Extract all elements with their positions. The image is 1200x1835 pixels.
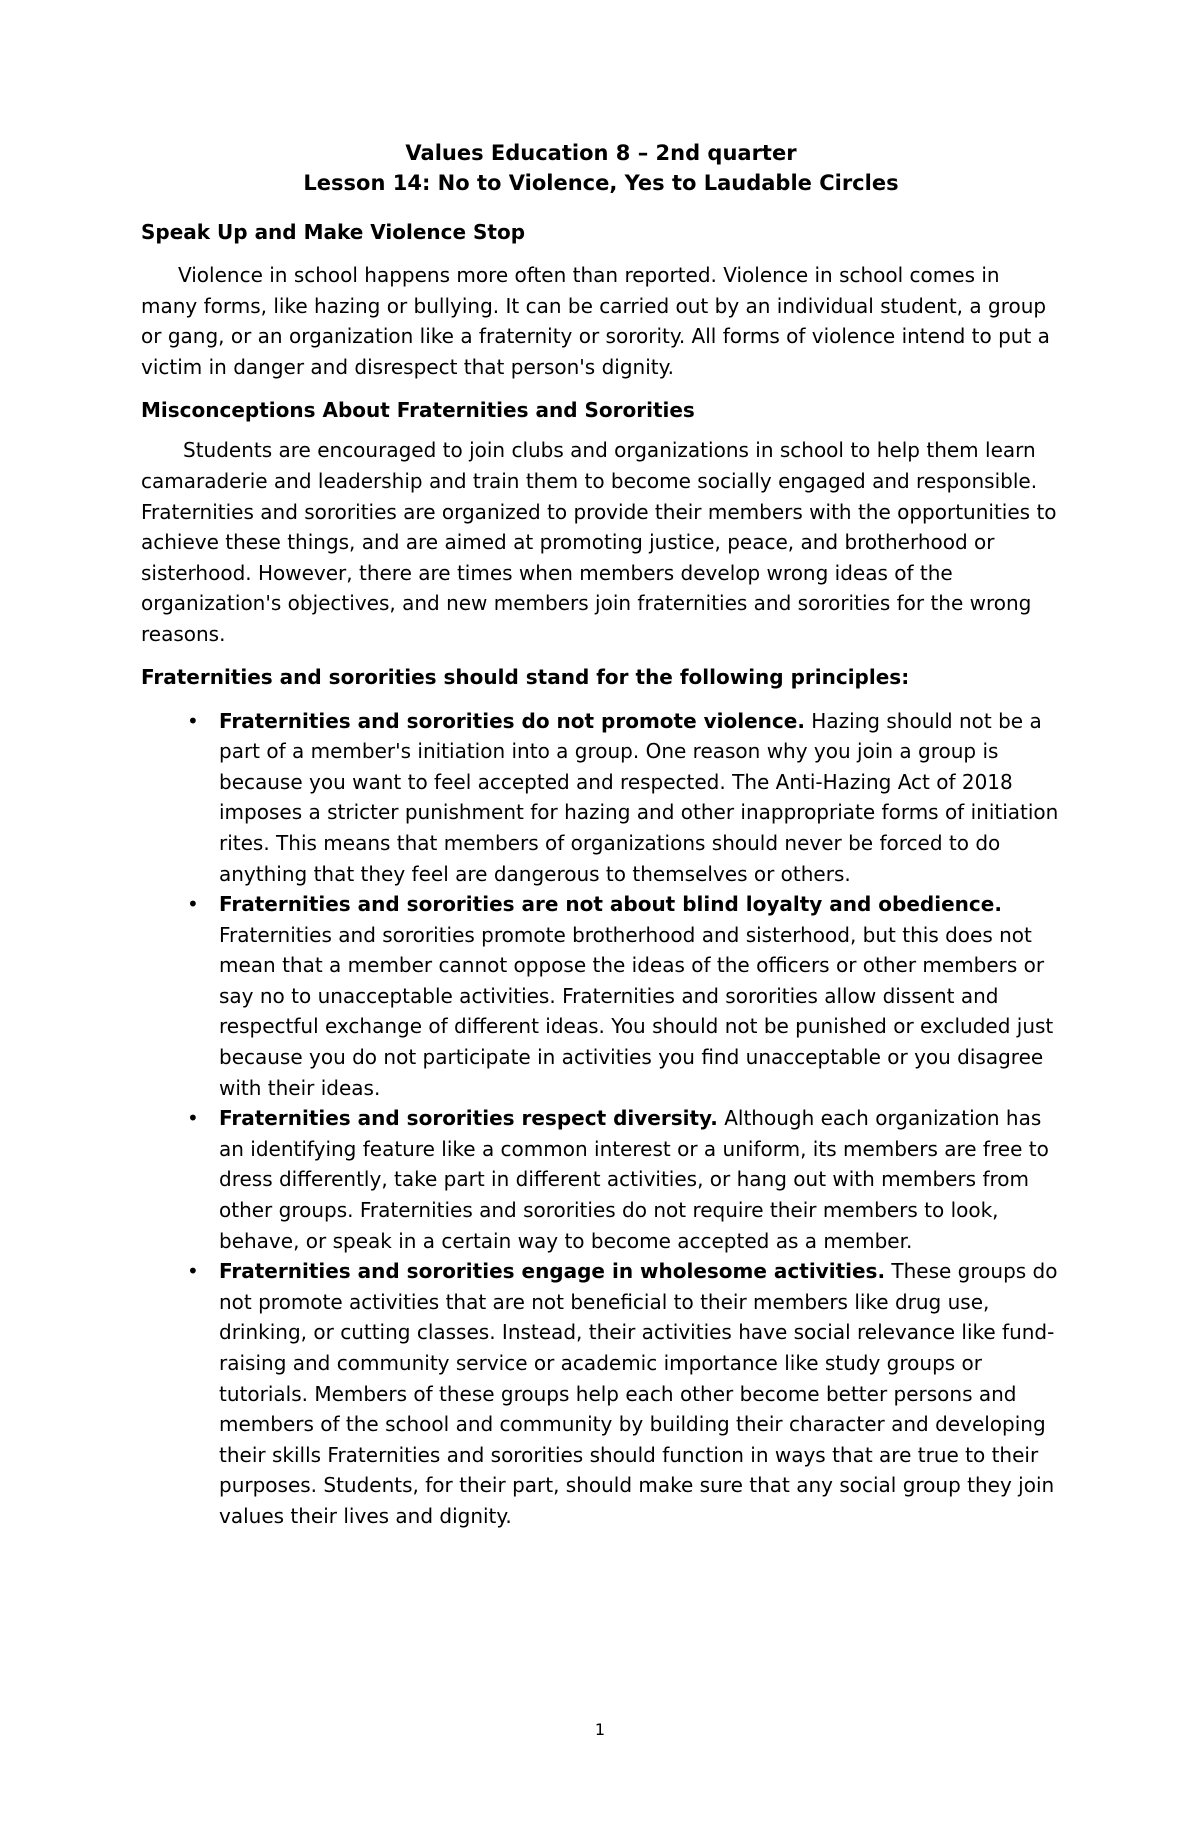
principle-heading: Fraternities and sororities engage in wholesome activities. (219, 1259, 886, 1284)
principle-body: Although each organization has an identifying feature like a common interest or a uniform, its members are free to dress differently, take part in different activities, or hang out with members from other groups. Fraternities and sororities do not require their members to look, behave, or speak in a certain way to become accepted as a member. (219, 1106, 1049, 1253)
lesson-title: Lesson 14: No to Violence, Yes to Laudable Circles (303, 171, 899, 195)
bullet-icon: • (187, 708, 199, 733)
principle-item (141, 706, 1061, 890)
section-paragraph-misconceptions: Students are encouraged to join clubs and organizations in school to help them learn camaraderie and leadership and train them to become socially engaged and responsible. Fraternities and sororities are organized to provide their members with the opportunities to achieve these things, and are aimed at promoting justice, peace, and brotherhood or sisterhood. However, there are times when members develop wrong ideas of the organization's objectives, and new members join fraternities and sororities for the wrong reasons. (141, 438, 1057, 646)
page-content (141, 138, 1061, 1532)
section-heading-principles: Fraternities and sororities should stand for the following principles: (141, 664, 910, 689)
section-heading-misconceptions: Misconceptions About Fraternities and Sororities (141, 398, 695, 423)
document-title: Values Education 8 – 2nd quarter (405, 141, 797, 165)
principle-body: Hazing should not be a part of a member's initiation into a group. One reason why you join a group is because you want to feel accepted and respected. The Anti-Hazing Act of 2018 imposes a stricter punishment for hazing and other inappropriate forms of initiation rites. This means that members of organizations should never be forced to do anything that they feel are dangerous to themselves or others. (219, 708, 1059, 886)
principle-body: Fraternities and sororities promote brotherhood and sisterhood, but this does not mean that a member cannot oppose the ideas of the officers or other members or say no to unacceptable activities. Fraternities and sororities allow dissent and respectful exchange of different ideas. You should not be punished or excluded just because you do not participate in activities you find unacceptable or you disagree with their ideas. (219, 922, 1054, 1100)
principle-item (141, 889, 1061, 1103)
principle-heading: Fraternities and sororities respect diversity. (219, 1106, 718, 1131)
page-number: 1 (594, 1720, 606, 1739)
principle-heading: Fraternities and sororities are not about blind loyalty and obedience. (219, 892, 1002, 917)
principle-item (141, 1103, 1061, 1256)
section-paragraph-violence: Violence in school happens more often than reported. Violence in school comes in many forms, like hazing or bullying. It can be carried out by an individual student, a group or gang, or an organization like a fraternity or sorority. All forms of violence intend to put a victim in danger and disrespect that person's dignity. (141, 263, 1050, 379)
principle-body: These groups do not promote activities that are not beneficial to their members like drug use, drinking, or cutting classes. Instead, their activities have social relevance like fund-raising and community service or academic importance like study groups or tutorials. Members of these groups help each other become better persons and members of the school and community by building their character and developing their skills Fraternities and sororities should function in ways that are true to their purposes. Students, for their part, should make sure that any social group they join values their lives and dignity. (219, 1259, 1058, 1528)
section-heading-speak-up: Speak Up and Make Violence Stop (141, 220, 526, 244)
bullet-icon: • (187, 1106, 199, 1131)
principle-heading: Fraternities and sororities do not promote violence. (219, 708, 805, 733)
bullet-icon: • (187, 892, 199, 917)
principle-item (141, 1256, 1061, 1531)
bullet-icon: • (187, 1259, 199, 1284)
principles-list (141, 706, 1061, 1532)
